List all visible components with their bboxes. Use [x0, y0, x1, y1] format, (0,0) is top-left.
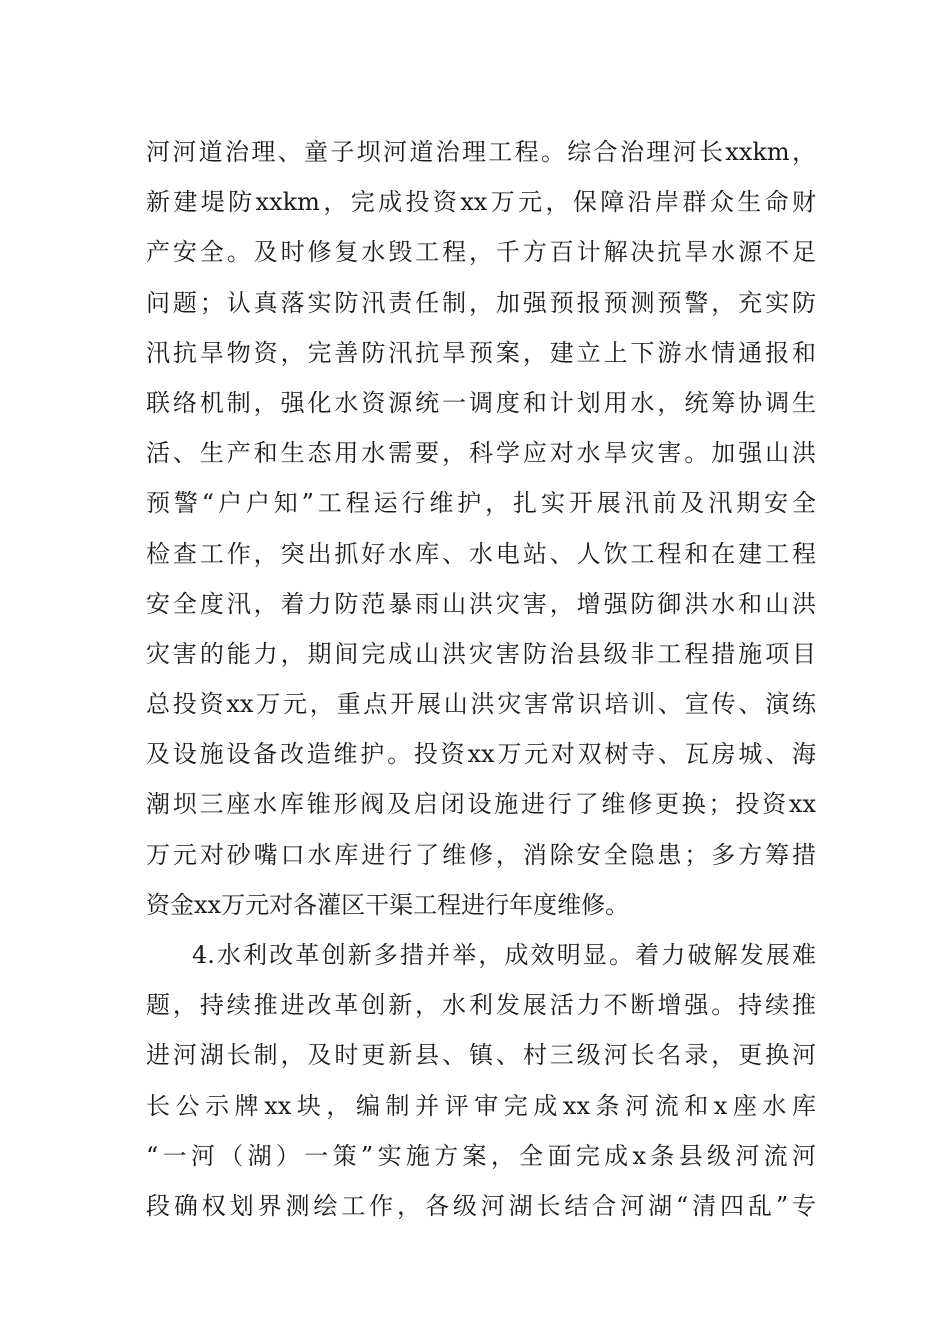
text-line: 联络机制，强化水资源统一调度和计划用水，统筹协调生	[146, 388, 816, 417]
text-line: 灾害的能力，期间完成山洪灾害防治县级非工程措施项目	[146, 639, 816, 668]
text-line: 安全度汛，着力防范暴雨山洪灾害，增强防御洪水和山洪	[146, 589, 816, 618]
text-line: “一河（湖）一策”实施方案，全面完成x条县级河流河	[146, 1141, 816, 1170]
text-line: 河河道治理、童子坝河道治理工程。综合治理河长xxkm，	[146, 138, 816, 166]
section-heading-line: 4.水利改革创新多措并举，成效明显。着力破解发展难	[192, 941, 816, 969]
text-line: 资金xx万元对各灌区干渠工程进行年度维修。	[146, 890, 630, 919]
body-text	[146, 127, 816, 1231]
text-line: 活、生产和生态用水需要，科学应对水旱灾害。加强山洪	[146, 439, 816, 468]
text-line: 及设施设备改造维护。投资xx万元对双树寺、瓦房城、海	[146, 740, 816, 769]
text-line: 总投资xx万元，重点开展山洪灾害常识培训、宣传、演练	[146, 690, 816, 719]
text-line: 问题；认真落实防汛责任制，加强预报预测预警，充实防	[146, 288, 816, 317]
text-line: 潮坝三座水库锥形阀及启闭设施进行了维修更换；投资xx	[146, 790, 816, 819]
text-line: 万元对砂嘴口水库进行了维修，消除安全隐患；多方筹措	[146, 840, 816, 869]
text-line: 新建堤防xxkm，完成投资xx万元，保障沿岸群众生命财	[146, 188, 816, 217]
text-line: 题，持续推进改革创新，水利发展活力不断增强。持续推	[146, 991, 816, 1020]
text-line: 产安全。及时修复水毁工程，千方百计解决抗旱水源不足	[146, 238, 816, 267]
text-line: 检查工作，突出抓好水库、水电站、人饮工程和在建工程	[146, 539, 816, 568]
text-line: 汛抗旱物资，完善防汛抗旱预案，建立上下游水情通报和	[146, 338, 816, 367]
text-line: 段确权划界测绘工作，各级河湖长结合河湖“清四乱”专	[146, 1191, 816, 1220]
text-line: 长公示牌xx块，编制并评审完成xx条河流和x座水库	[146, 1091, 816, 1120]
text-line: 进河湖长制，及时更新县、镇、村三级河长名录，更换河	[146, 1041, 816, 1070]
text-line: 预警“户户知”工程运行维护，扎实开展汛前及汛期安全	[146, 489, 816, 518]
